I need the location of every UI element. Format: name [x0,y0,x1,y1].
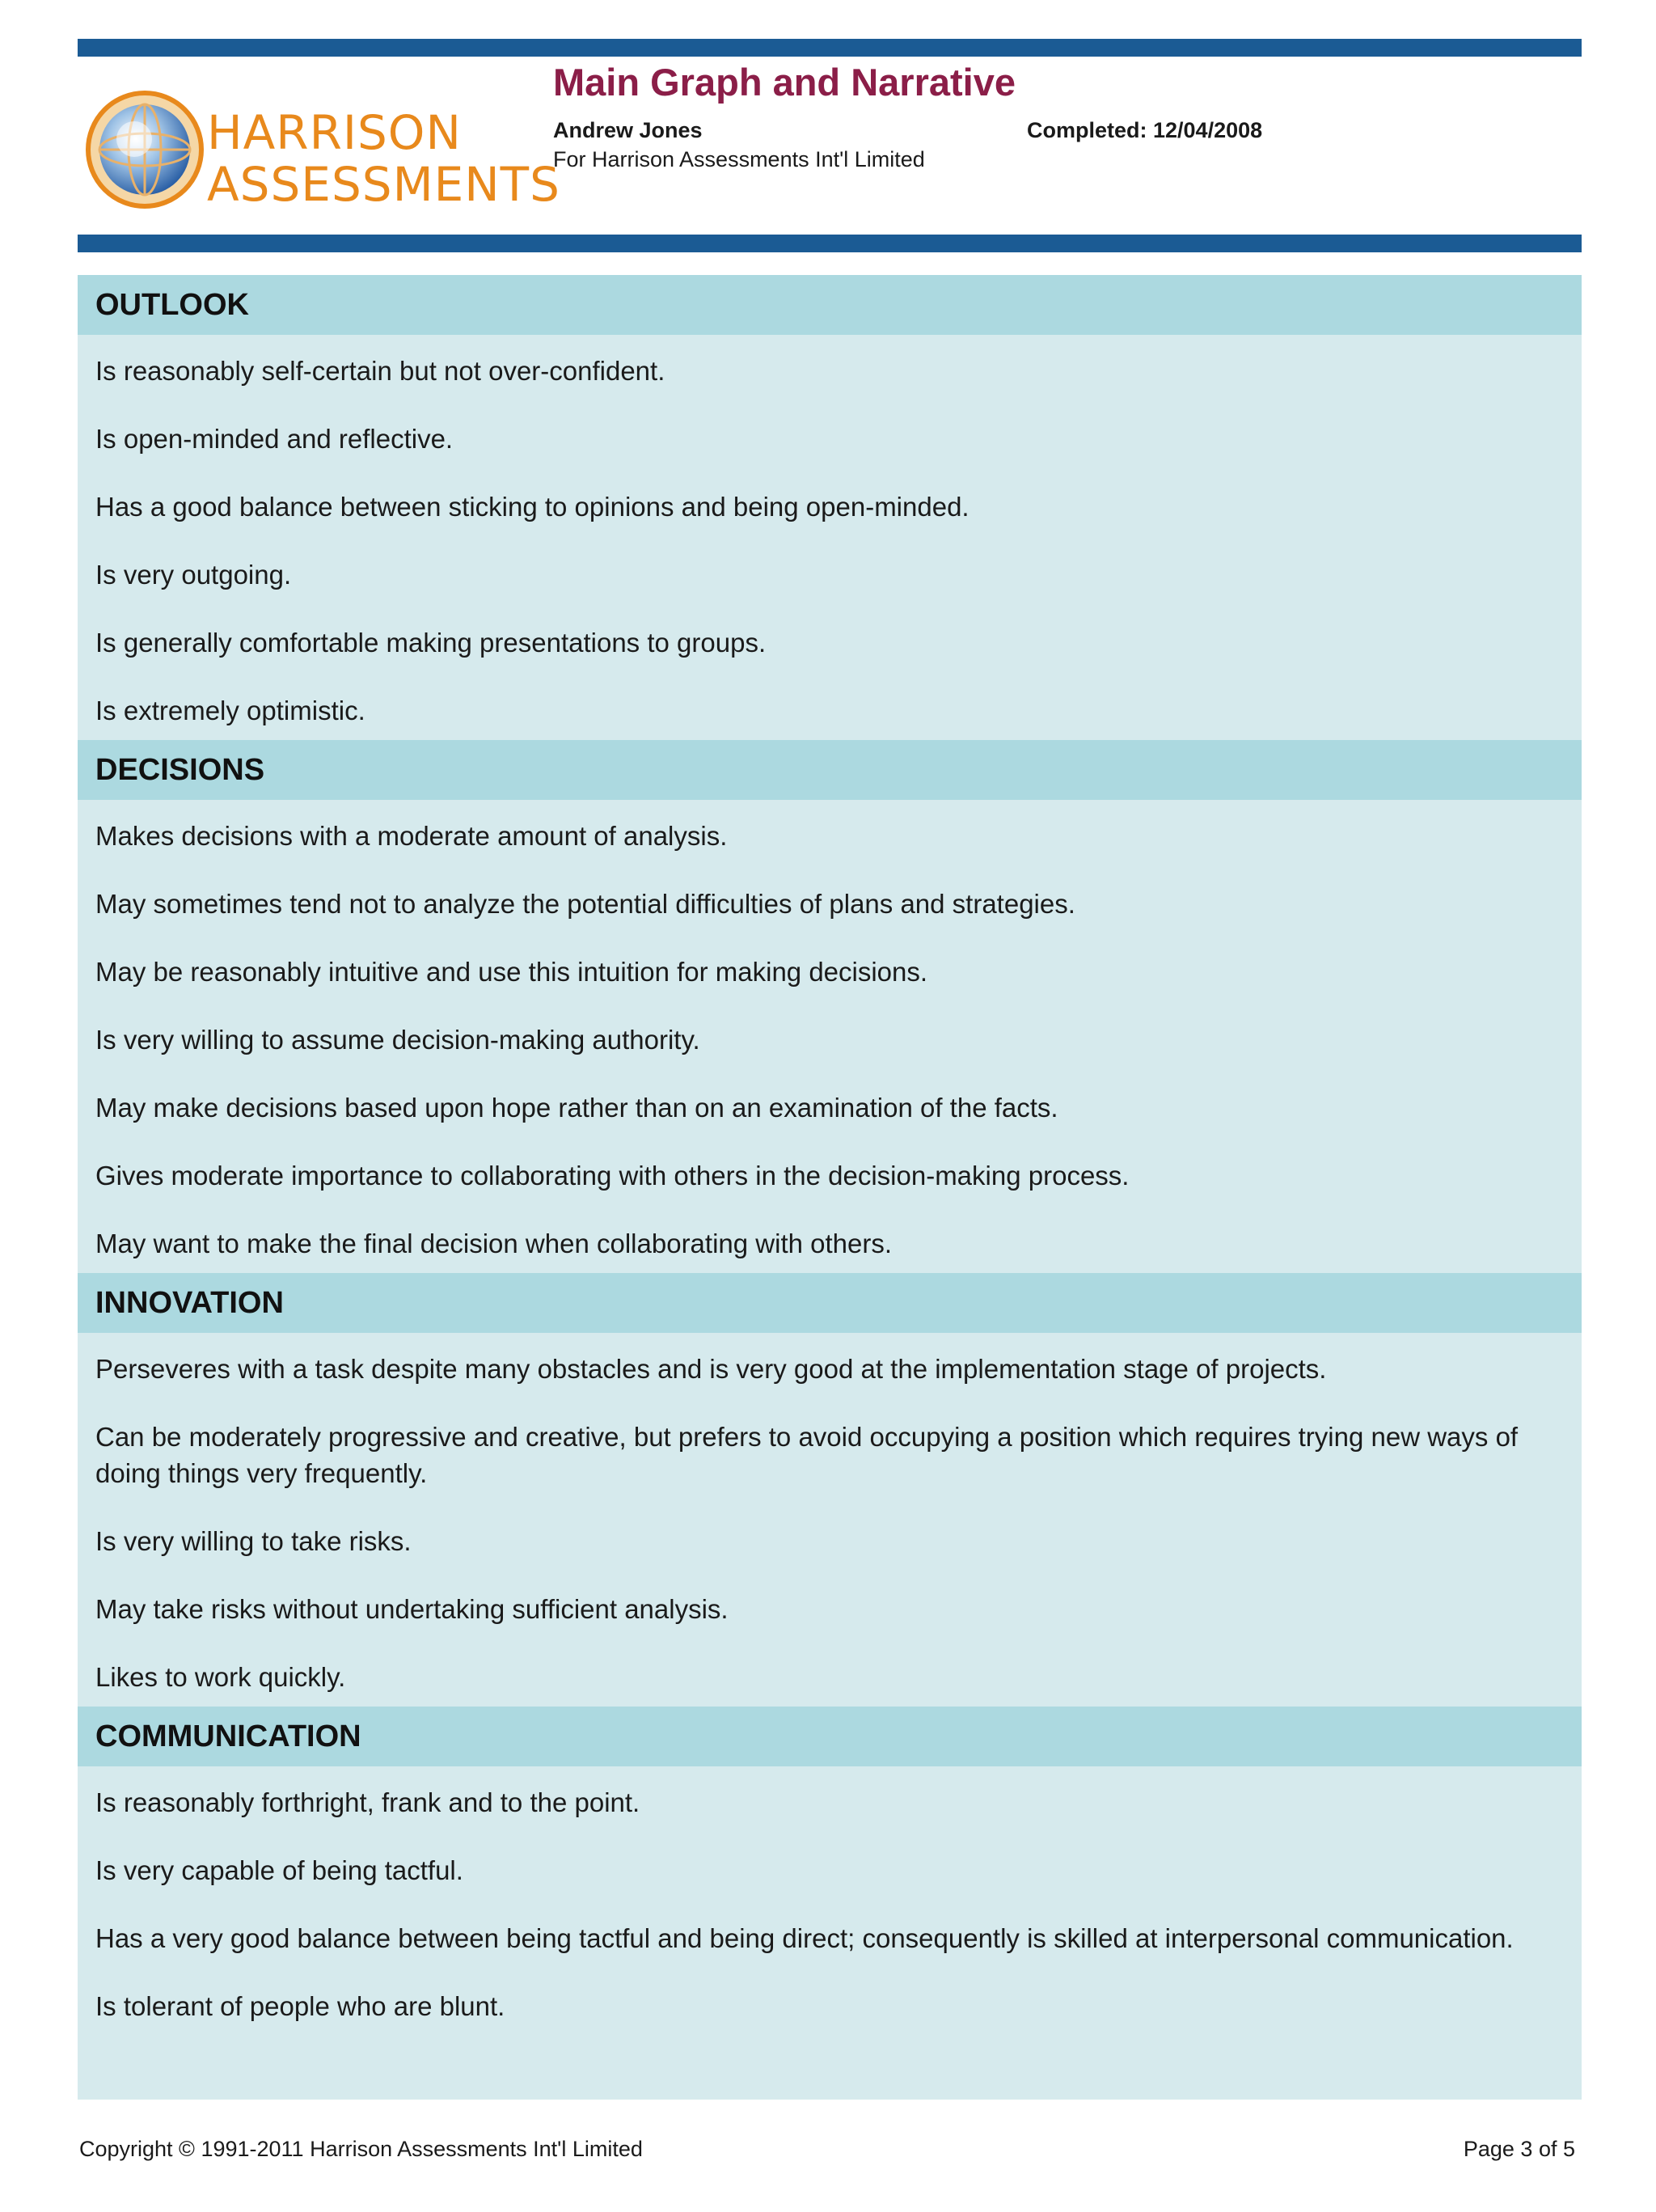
narrative-item: Is open-minded and reflective. [95,424,454,454]
section-innovation [78,1273,1582,1707]
section-heading: DECISIONS [78,740,1582,800]
narrative-item: Is very capable of being tactful. [95,1855,463,1885]
narrative-item: Is reasonably forthright, frank and to the point. [95,1787,640,1817]
narrative-item: Perseveres with a task despite many obstacles and is very good at the implementation stage of projects. [95,1354,1327,1384]
section-heading: OUTLOOK [78,275,1582,335]
copyright-text: Copyright © 1991-2011 Harrison Assessments Int'l Limited [79,2137,643,2161]
narrative-item: Likes to work quickly. [95,1662,346,1692]
narrative-item: Is reasonably self-certain but not over-confident. [95,356,665,386]
narrative-item: Gives moderate importance to collaborating with others in the decision-making process. [95,1161,1130,1191]
section-outlook [78,275,1582,740]
narrative-item: May take risks without undertaking sufficient analysis. [95,1594,729,1624]
narrative-item: Is very willing to take risks. [95,1526,412,1556]
narrative-item: Is generally comfortable making presentations to groups. [95,628,767,658]
section-decisions [78,740,1582,1273]
narrative-item: May want to make the final decision when collaborating with others. [95,1229,893,1258]
narrative-item: Is tolerant of people who are blunt. [95,1991,505,2021]
section-communication [78,1707,1582,2036]
narrative-item: Is very willing to assume decision-making authority. [95,1025,700,1055]
header-top-rule [78,39,1582,57]
section-heading: INNOVATION [78,1273,1582,1333]
completed-date: Completed: 12/04/2008 [1027,118,1263,142]
harrison-logo [84,89,560,218]
narrative-item: May make decisions based upon hope rather than on an examination of the facts. [95,1093,1058,1123]
section-heading: COMMUNICATION [78,1707,1582,1766]
narrative-item: Can be moderately progressive and creative, but prefers to avoid occupying a position which requires trying new ways of doing things very frequently. [95,1422,1519,1488]
narrative-item: May sometimes tend not to analyze the potential difficulties of plans and strategies. [95,889,1075,919]
page-number: Page 3 of 5 [1463,2137,1575,2161]
narrative-item: Has a very good balance between being tactful and being direct; consequently is skilled at interpersonal communication. [95,1923,1514,1953]
narrative-item: May be reasonably intuitive and use this intuition for making decisions. [95,957,928,987]
header-bottom-rule [78,235,1582,252]
logo-line-2: ASSESSMENTS [207,157,560,212]
narrative-item: Is very outgoing. [95,560,292,590]
narrative-item: Is extremely optimistic. [95,696,365,725]
organization-line: For Harrison Assessments Int'l Limited [553,147,925,171]
logo-line-1: HARRISON [207,105,462,160]
narrative-item: Makes decisions with a moderate amount of analysis. [95,821,728,851]
page-title: Main Graph and Narrative [553,61,1016,104]
candidate-name: Andrew Jones [553,118,703,142]
globe-icon [84,89,205,210]
narrative-content [78,275,1582,2100]
narrative-item: Has a good balance between sticking to opinions and being open-minded. [95,492,970,522]
